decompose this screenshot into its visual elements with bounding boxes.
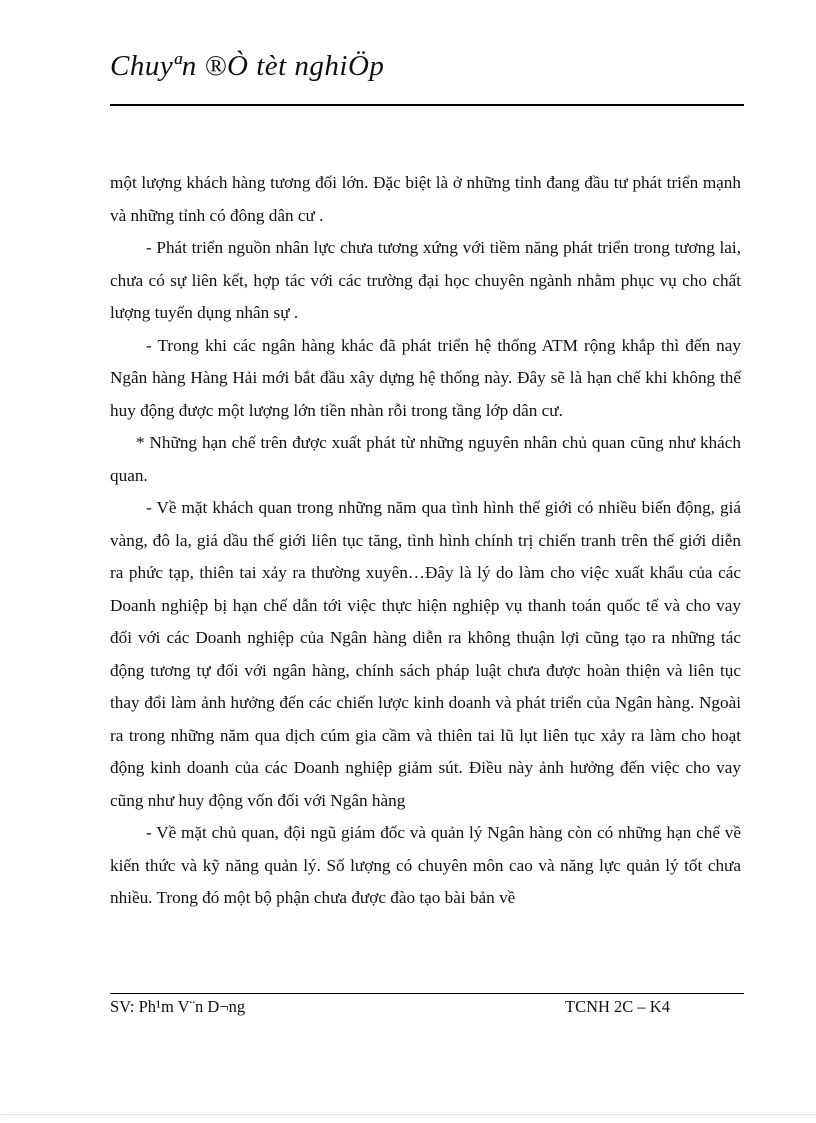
paragraph-5: - Về mặt khách quan trong những năm qua tình hình thế giới có nhiều biến động, giá vàng, đô la, giá dầu thế giới liên tục tăng, tình hình chính trị chiến tranh trên thế giới diễn ra phức tạp, thiên tai xảy ra thường xuyên…Đây là lý do làm cho việc xuất khẩu của các Doanh nghiệp bị hạn chế dẫn tới việc thực hiện nghiệp vụ thanh toán quốc tế và cho vay đối với các Doanh nghiệp của Ngân hàng diễn ra không thuận lợi cũng tạo ra những tác động tương tự đối với ngân hàng, chính sách pháp luật chưa được hoàn thiện và liên tục thay đổi làm ảnh hưởng đến các chiến lược kinh doanh và phát triển của Ngân hàng. Ngoài ra trong những năm qua dịch cúm gia cầm và thiên tai lũ lụt liên tục xảy ra làm cho hoạt động kinh doanh của các Doanh nghiệp giảm sút. Điều này ảnh hưởng đến việc cho vay cũng như huy động vốn đối với Ngân hàng xyxy=(110,498,741,810)
paragraph-2: - Phát triển nguồn nhân lực chưa tương xứng với tiềm năng phát triển trong tương lai, chưa có sự liên kết, hợp tác với các trường đại học chuyên ngành nhằm phục vụ cho chất lượng tuyển dụng nhân sự . xyxy=(110,238,741,322)
footer-student-name: SV: Ph¹m V¨n D¬ng xyxy=(110,997,246,1016)
document-header-title: Chuyªn ®Ò tèt nghiÖp xyxy=(110,50,385,82)
paragraph-4: * Những hạn chế trên được xuất phát từ những nguyên nhân chủ quan cũng như khách quan. xyxy=(110,433,741,485)
footer-divider xyxy=(110,993,744,994)
paragraph-1: một lượng khách hàng tương đối lớn. Đặc biệt là ở những tỉnh đang đầu tư phát triển mạnh và những tỉnh có đông dân cư . xyxy=(110,173,741,225)
document-body xyxy=(110,167,741,915)
paragraph-6: - Về mặt chủ quan, đội ngũ giám đốc và quản lý Ngân hàng còn có những hạn chế về kiến thức và kỹ năng quản lý. Số lượng có chuyên môn cao và năng lực quản lý tốt chưa nhiều. Trong đó một bộ phận chưa được đào tạo bài bản về xyxy=(110,823,741,907)
footer-class-code: TCNH 2C – K4 xyxy=(565,997,670,1016)
page-edge xyxy=(0,1114,816,1115)
paragraph-3: - Trong khi các ngân hàng khác đã phát triển hệ thống ATM rộng khắp thì đến nay Ngân hàng Hàng Hải mới bắt đầu xây dựng hệ thống này. Đây sẽ là hạn chế khi không thể huy động được một lượng lớn tiền nhàn rỗi trong tầng lớp dân cư. xyxy=(110,335,741,420)
header-divider xyxy=(110,104,744,106)
